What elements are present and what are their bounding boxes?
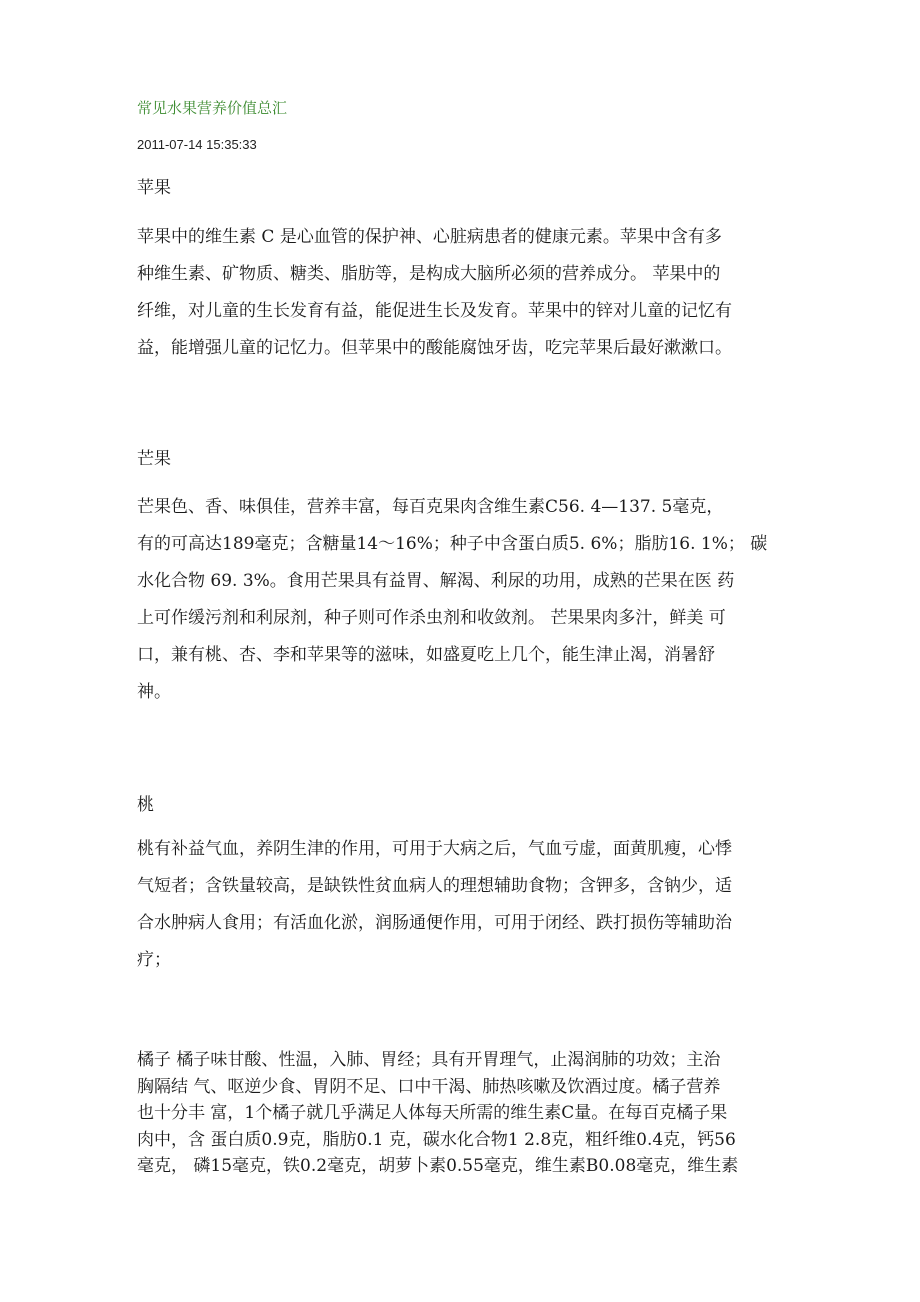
paragraph-line: 橘子 橘子味甘酸、性温，入肺、胃经；具有开胃理气，止渴润肺的功效；主治 — [137, 1050, 721, 1070]
paragraph-line: 上可作缓污剂和利尿剂，种子则可作杀虫剂和收敛剂。 芒果果肉多汁，鲜美 可 — [137, 608, 726, 628]
section-paragraph-apple — [137, 219, 797, 367]
paragraph-line: 桃有补益气血，养阴生津的作用，可用于大病之后，气血亏虚，面黄肌瘦，心悸 — [137, 839, 732, 859]
article-timestamp: 2011-07-14 15:35:33 — [137, 137, 257, 152]
paragraph-line: 种维生素、矿物质、糖类、脂肪等，是构成大脑所必须的营养成分。 苹果中的 — [137, 264, 721, 284]
section-paragraph-orange — [137, 1047, 797, 1180]
section-heading-apple: 苹果 — [137, 178, 171, 198]
paragraph-line: 胸隔结 气、呕逆少食、胃阴不足、口中干渴、肺热咳嗽及饮酒过度。橘子营养 — [137, 1076, 721, 1097]
paragraph-line: 疗； — [137, 950, 171, 970]
section-paragraph-peach — [137, 831, 797, 979]
paragraph-line: 也十分丰 富，1个橘子就几乎满足人体每天所需的维生素C量。在每百克橘子果 — [137, 1103, 728, 1124]
paragraph-line: 合水肿病人食用；有活血化淤，润肠通便作用，可用于闭经、跌打损伤等辅助治 — [137, 913, 732, 933]
section-heading-peach: 桃 — [137, 795, 154, 815]
paragraph-line: 肉中，含 蛋白质0.9克，脂肪0.1 克，碳水化合物1 2.8克，粗纤维0.4克，钙56 — [137, 1129, 736, 1150]
section-heading-mango: 芒果 — [137, 449, 171, 469]
paragraph-line: 毫克， 磷15毫克，铁0.2毫克，胡萝卜素0.55毫克，维生素B0.08毫克，维生素 — [137, 1156, 739, 1177]
paragraph-line: 神。 — [137, 682, 171, 702]
paragraph-line: 水化合物 69. 3%。食用芒果具有益胃、解渴、利尿的功用，成熟的芒果在医 药 — [137, 571, 735, 591]
paragraph-line: 纤维，对儿童的生长发育有益，能促进生长及发育。苹果中的锌对儿童的记忆有 — [137, 301, 732, 321]
paragraph-line: 气短者；含铁量较高，是缺铁性贫血病人的理想辅助食物；含钾多，含钠少，适 — [137, 876, 732, 896]
paragraph-line: 口，兼有桃、杏、李和苹果等的滋味，如盛夏吃上几个，能生津止渴，消暑舒 — [137, 645, 715, 665]
paragraph-line: 益，能增强儿童的记忆力。但苹果中的酸能腐蚀牙齿，吃完苹果后最好漱漱口。 — [137, 338, 732, 358]
paragraph-line: 有的可高达189毫克；含糖量14〜16%；种子中含蛋白质5. 6%；脂肪16. 1%； 碳 — [137, 534, 768, 554]
section-paragraph-mango — [137, 489, 797, 711]
paragraph-line: 苹果中的维生素 C 是心血管的保护神、心脏病患者的健康元素。苹果中含有多 — [137, 227, 722, 247]
article-title: 常见水果营养价值总汇 — [137, 99, 288, 117]
paragraph-line: 芒果色、香、味俱佳，营养丰富，每百克果肉含维生素C56. 4—137. 5毫克， — [137, 497, 724, 517]
